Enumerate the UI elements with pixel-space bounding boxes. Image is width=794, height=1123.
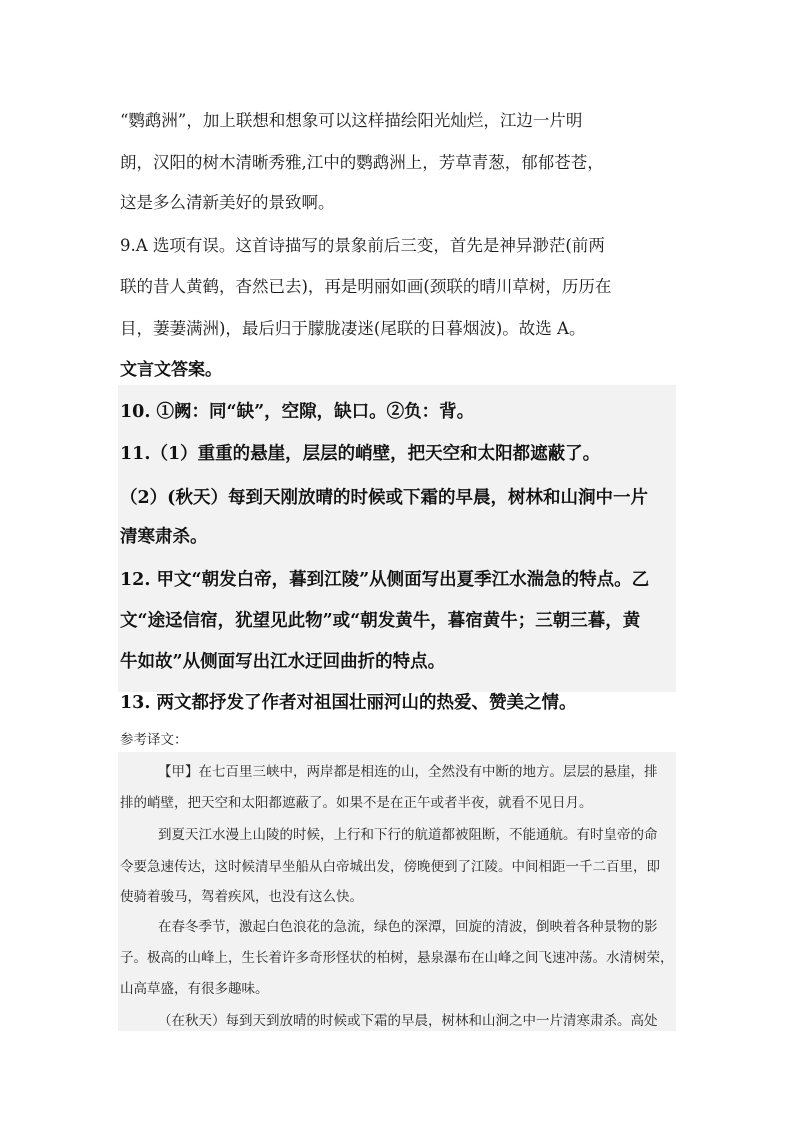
translation-line-7: 子。极高的山峰上，生长着许多奇形怪状的柏树，悬泉瀑布在山峰之间飞速冲荡。水清树荣，	[120, 950, 674, 966]
answer-12-line-1: 12. 甲文“朝发白帝，暮到江陵”从侧面写出夏季江水湍急的特点。乙	[120, 570, 650, 590]
answer9-line-2: 联的昔人黄鹤，杳然已去)，再是明丽如画(颈联的晴川草树，历历在	[120, 277, 612, 296]
translation-label: 参考译文：	[120, 732, 188, 748]
answer-12-line-3: 牛如故”从侧面写出江水迂回曲折的特点。	[120, 652, 446, 672]
answer9-line-3: 目，萋萋满洲)，最后归于朦胧凄迷(尾联的日暮烟波)。故选 A。	[120, 319, 586, 338]
para8-line-3: 这是多么清新美好的景致啊。	[120, 193, 335, 212]
translation-line-4: 令要急速传达，这时候清早坐船从白帝城出发，傍晚便到了江陵。中间相距一千二百里，即	[120, 859, 660, 875]
para8-line-2: 朗，汉阳的树木清晰秀雅,江中的鹦鹉洲上，芳草青葱，郁郁苍苍，	[120, 153, 604, 172]
translation-line-5: 使骑着骏马，驾着疾风，也没有这么快。	[120, 889, 363, 905]
answer-12-line-2: 文“途迳信宿，犹望见此物”或“朝发黄牛，暮宿黄牛；三朝三暮，黄	[120, 611, 641, 631]
translation-line-3: 到夏天江水漫上山陵的时候，上行和下行的航道都被阻断，不能通航。有时皇帝的命	[158, 827, 658, 843]
classical-answers-heading: 文言文答案。	[120, 360, 222, 380]
translation-line-2: 排的峭壁，把天空和太阳都遮蔽了。如果不是在正午或者半夜，就看不见日月。	[120, 795, 593, 811]
answer-11-1: 11.（1）重重的悬崖，层层的峭壁，把天空和太阳都遮蔽了。	[120, 444, 601, 464]
translation-line-6: 在春冬季节，激起白色浪花的急流，绿色的深潭，回旋的清波，倒映着各种景物的影	[158, 919, 658, 935]
answer9-line-1: 9.A 选项有误。这首诗描写的景象前后三变，首先是神异渺茫(前两	[120, 236, 605, 255]
translation-line-9: （在秋天）每到天到放晴的时候或下霜的早晨，树林和山涧之中一片清寒肃杀。高处	[158, 1013, 658, 1029]
translation-line-1: 【甲】在七百里三峡中，两岸都是相连的山，全然没有中断的地方。层层的悬崖，排	[158, 764, 658, 780]
answer-11-2-line-2: 清寒肃杀。	[120, 527, 208, 547]
answer-13: 13. 两文都抒发了作者对祖国壮丽河山的热爱、赞美之情。	[120, 693, 577, 713]
answer-11-2-line-1: （2）(秋天）每到天刚放晴的时候或下霜的早晨，树林和山涧中一片	[120, 488, 648, 508]
para8-line-1: “鹦鹉洲”，加上联想和想象可以这样描绘阳光灿烂，江边一片明	[120, 111, 583, 130]
translation-line-8: 山高草盛，有很多趣味。	[120, 981, 269, 997]
answer-10: 10. ①阙：同“缺”，空隙，缺口。②负：背。	[120, 402, 475, 422]
